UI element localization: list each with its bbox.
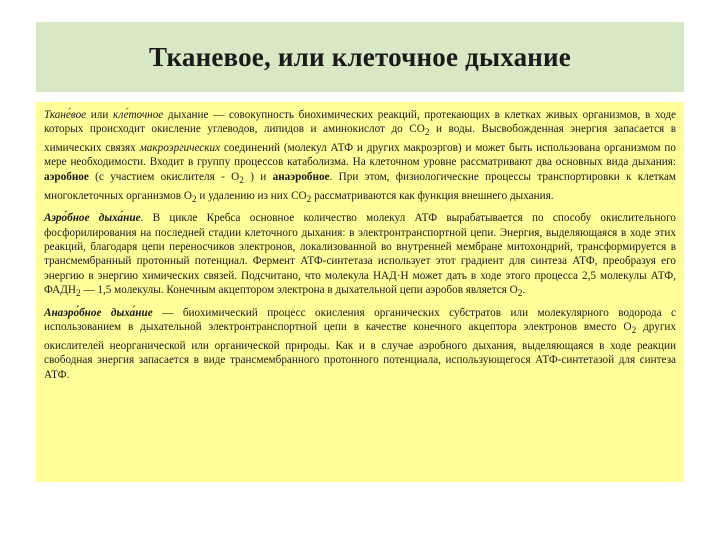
paragraph-anaerobic bbox=[44, 306, 676, 382]
p3-text1: — биохимический процесс окисления органических субстратов или молекулярного водорода с использованием в дыхательной электронтранспортной цепи в качестве конечного акцептора электронов вместо O bbox=[44, 306, 676, 334]
paragraph-definition bbox=[44, 108, 676, 207]
p1-text5: ) и bbox=[243, 170, 273, 183]
p2-text3: . bbox=[522, 284, 526, 297]
p1-text7: и удалению из них CO bbox=[196, 189, 307, 202]
p1-text6: . При этом, физиологические процессы транспортировки к клеткам многоклеточных организмов O bbox=[44, 170, 676, 202]
p2-text1: . В цикле Кребса основное количество молекул АТФ вырабатывается по способу окислительного фосфорилирования на последней стадии клеточного дыхания: в электронтранспортной цепи. Энергия, выделяющаяся в ходе этих реакций, благодаря цепи переносчиков электронов, локализованной во внутренней мембране митохондрий, трансформируется в трансмембранный протонный потенциал. Фермент АТФ-синтетаза использует этот градиент для синтеза АТФ, преобразуя его энергию в энергию химических связей. Подсчитано, что молекула НАД·Н может дать в ходе этого процесса 2,5 молекулы АТФ, ФАДН bbox=[44, 212, 676, 297]
title-bar bbox=[36, 22, 684, 92]
term-anaerobic: Анаэро́бное дыха́ние bbox=[44, 306, 153, 319]
p1-text4: (с участием окислителя - O bbox=[88, 170, 240, 183]
p1-text1: дыхание — совокупность биохимических реакций, протекающих в клетках живых организмов, в ходе которых происходит окисление углеводов, липидов и аминокислот до CO bbox=[44, 109, 677, 136]
content-box bbox=[36, 102, 684, 482]
p3-sub1: 2 bbox=[631, 326, 637, 337]
text-or: или bbox=[86, 109, 114, 121]
p1-sub1: 2 bbox=[424, 128, 430, 139]
p1-text3: соединений (молекул АТФ и других макроэргов) и может быть использована организмом по мере необходимости. Входит в группу процессов катаболизма. На клеточном уровне рассматривают два основных вида дыхания: bbox=[44, 142, 677, 169]
term-aerobic: Аэро́бное дыха́ние bbox=[44, 212, 141, 225]
p1-text8: рассматриваются как функция внешнего дыхания. bbox=[311, 189, 554, 202]
p2-sub1: 2 bbox=[75, 289, 81, 300]
p1-text2: и воды. Высвобожденная энергия запасается в химических связях bbox=[44, 123, 676, 155]
paragraph-aerobic bbox=[44, 211, 676, 302]
p3-text2: других окислителей неорганической или органической природы. Как и в случае аэробного дыхания, выделяющаяся в ходе реакции свободная энергия запасается в виде трансмембранного протонного потенциала, использующегося АТФ-синтетазой для синтеза АТФ. bbox=[44, 321, 677, 381]
slide-title: Тканевое, или клеточное дыхание bbox=[148, 41, 571, 72]
term-cellular: кле́точное bbox=[113, 109, 164, 121]
p1-sub4: 2 bbox=[306, 194, 312, 205]
term-tissue: Ткане́вое bbox=[44, 109, 87, 121]
p1-bold-aerobic: аэробное bbox=[44, 170, 89, 183]
p2-sub2: 2 bbox=[517, 289, 523, 300]
p1-sub3: 2 bbox=[191, 194, 197, 205]
p1-sub2: 2 bbox=[239, 176, 244, 187]
p2-text2: — 1,5 молекулы. Конечным акцептором электрона в дыхательной цепи аэробов является O bbox=[80, 284, 518, 297]
p1-italic-macroergic: макроэргических bbox=[139, 142, 221, 155]
p1-bold-anaerobic: анаэробное bbox=[272, 170, 330, 183]
